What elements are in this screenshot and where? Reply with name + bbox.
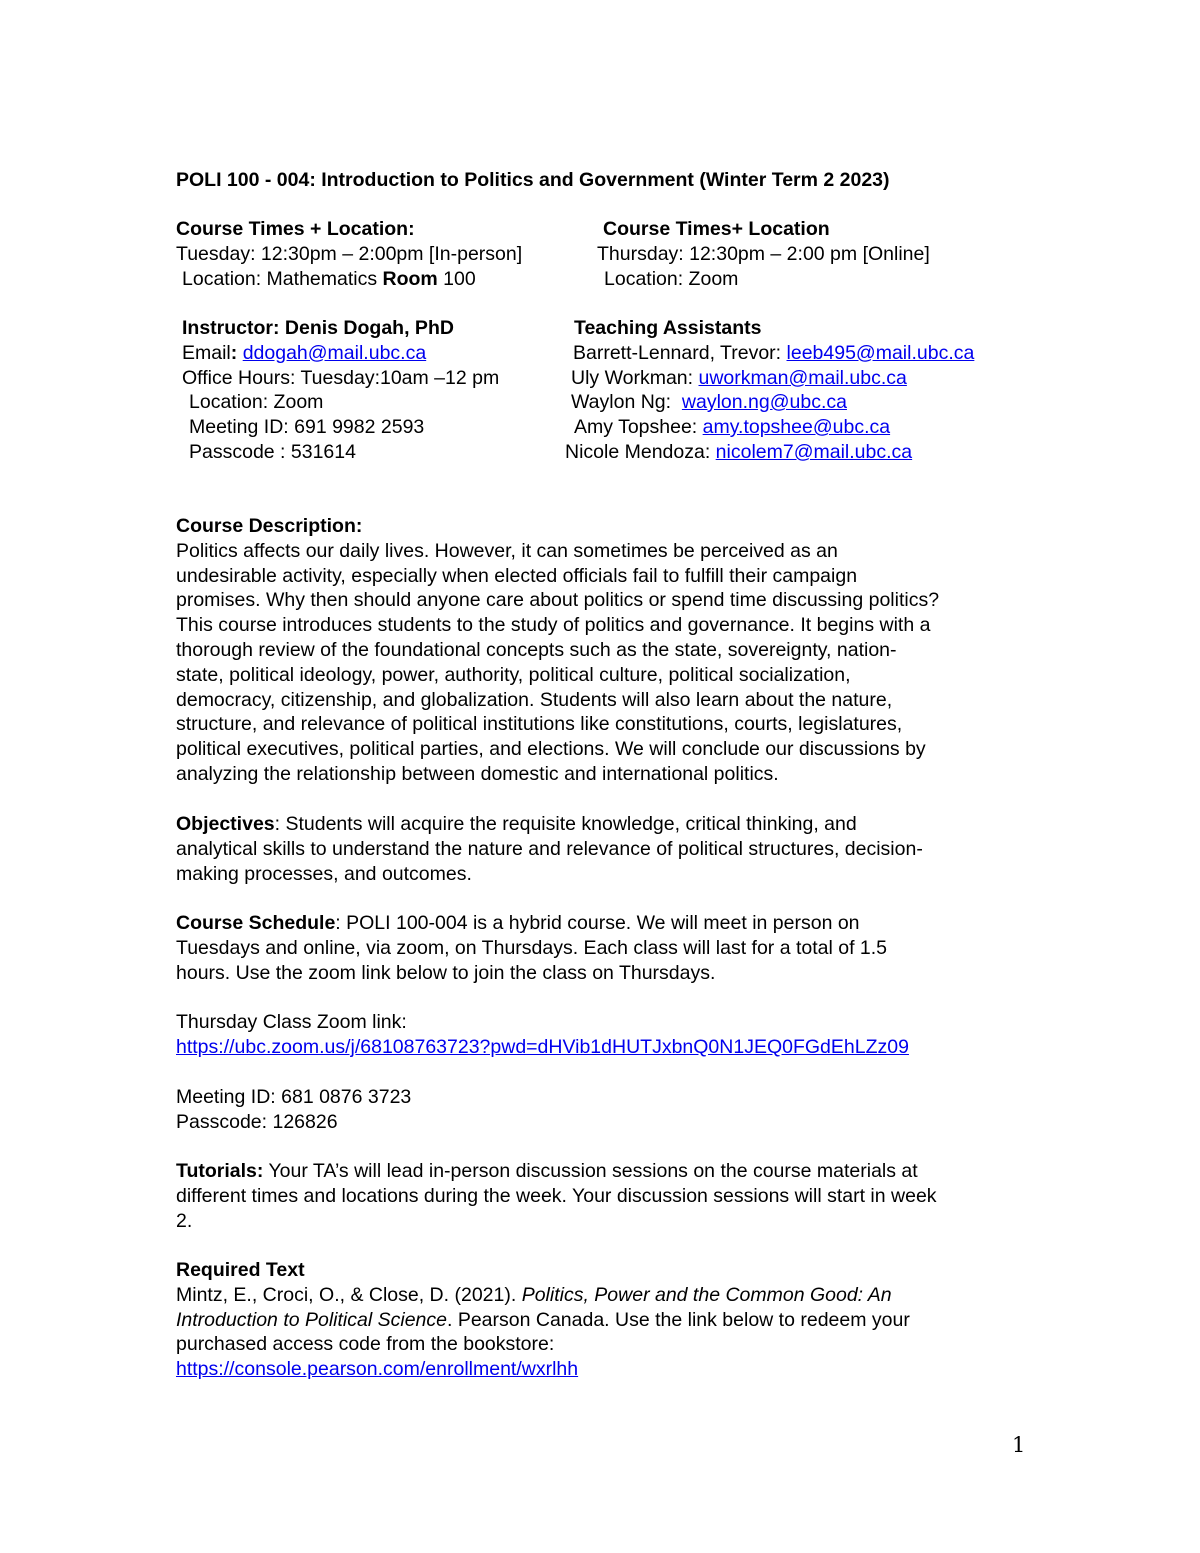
tutorials-label: Tutorials: [176, 1160, 264, 1182]
instructor-heading: Instructor: Denis Dogah, PhD [182, 317, 454, 339]
instructor-block [182, 316, 499, 465]
office-passcode: Passcode : 531614 [189, 440, 356, 463]
page-number: 1 [1012, 1433, 1026, 1457]
ta-item: Nicole Mendoza: nicolem7@mail.ubc.ca [565, 441, 913, 463]
description-heading: Course Description: [176, 515, 363, 537]
thursday-location: Location: Zoom [604, 267, 739, 290]
office-meeting-id: Meeting ID: 691 9982 2593 [189, 416, 425, 439]
times-heading-left: Course Times + Location: [176, 218, 415, 240]
ta-email-link[interactable]: uworkman@mail.ubc.ca [698, 367, 907, 389]
zoom-meeting-id: Meeting ID: 681 0876 3723 [176, 1086, 412, 1108]
ta-heading: Teaching Assistants [574, 317, 762, 339]
tuesday-time: Tuesday: 12:30pm – 2:00pm [In-person] [176, 242, 523, 265]
pearson-link[interactable]: https://console.pearson.com/enrollment/wxrlhh [176, 1358, 579, 1381]
course-title: POLI 100 - 004: Introduction to Politics and Government (Winter Term 2 2023) [176, 169, 890, 191]
description-line: political executives, political parties, and elections. We will conclude our discussions by [176, 738, 926, 761]
zoom-label: Thursday Class Zoom link: [176, 1011, 407, 1033]
description-line: promises. Why then should anyone care about politics or spend time discussing politics? [176, 589, 940, 612]
ta-item: Barrett-Lennard, Trevor: leeb495@mail.ubc.ca [573, 342, 975, 364]
schedule-section: Course Schedule: POLI 100-004 is a hybrid course. We will meet in person on Tuesdays and online, via zoom, on Thursdays. Each class will last for a total of 1.5 hours. Use the zoom link below to join the class on Thursdays. [176, 912, 888, 984]
office-hours: Office Hours: Tuesday:10am –12 pm [182, 366, 500, 389]
schedule-label: Course Schedule [176, 912, 336, 934]
objectives-section: Objectives: Students will acquire the requisite knowledge, critical thinking, and analytical skills to understand the nature and relevance of political structures, decision- making processes, and outcomes. [176, 813, 923, 885]
instructor-email-line: Email: ddogah@mail.ubc.ca [182, 341, 427, 364]
ta-email-link[interactable]: nicolem7@mail.ubc.ca [715, 441, 913, 463]
instructor-email-link[interactable]: ddogah@mail.ubc.ca [242, 341, 427, 364]
description-line: analyzing the relationship between domestic and international politics. [176, 762, 779, 785]
ta-email-link[interactable]: amy.topshee@ubc.ca [702, 416, 891, 438]
objectives-label: Objectives [176, 813, 275, 835]
tutorials-section: Tutorials: Your TA’s will lead in-person discussion sessions on the course materials at different times and locations during the week. Your discussion sessions will start in week 2. [176, 1160, 937, 1232]
ta-email-link[interactable]: leeb495@mail.ubc.ca [786, 342, 975, 364]
description-line: structure, and relevance of political institutions like constitutions, courts, legislatures, [176, 713, 903, 736]
description-line: This course introduces students to the study of politics and governance. It begins with a [176, 614, 931, 637]
description-line: state, political ideology, power, authority, political culture, political socialization, [176, 663, 851, 686]
book-subtitle: Introduction to Political Science [176, 1308, 447, 1331]
required-text-heading: Required Text [176, 1259, 305, 1281]
zoom-section [176, 1010, 1036, 1060]
course-times-tuesday [176, 217, 522, 291]
description-line: Politics affects our daily lives. However, it can sometimes be perceived as an [176, 539, 838, 562]
office-location: Location: Zoom [189, 391, 324, 414]
ta-item: Amy Topshee: amy.topshee@ubc.ca [574, 416, 891, 438]
thursday-time: Thursday: 12:30pm – 2:00 pm [Online] [597, 242, 930, 265]
zoom-credentials [176, 1085, 1036, 1135]
ta-item: Uly Workman: uworkman@mail.ubc.ca [571, 367, 907, 389]
description-line: thorough review of the foundational concepts such as the state, sovereignty, nation- [176, 638, 897, 661]
course-description [176, 514, 1036, 787]
description-line: democracy, citizenship, and globalization. Students will also learn about the nature, [176, 688, 893, 711]
description-line: undesirable activity, especially when elected officials fail to fulfill their campaign [176, 564, 858, 587]
zoom-passcode: Passcode: 126826 [176, 1110, 338, 1133]
zoom-link[interactable]: https://ubc.zoom.us/j/68108763723?pwd=dHVib1dHUTJxbnQ0N1JEQ0FGdEhLZz09 [176, 1035, 909, 1058]
course-times-thursday [597, 217, 930, 291]
ta-item: Waylon Ng: waylon.ng@ubc.ca [571, 391, 847, 413]
required-text-section: Required Text Mintz, E., Croci, O., & Close, D. (2021). Politics, Power and the Common Good: An Introduction to Political Science. Pearson Canada. Use the link below to redeem your purchased access code from the bookstore: https://console.pearson.com/enrollment/wxrlhh [176, 1258, 1036, 1382]
book-title: Politics, Power and the Common Good: An [521, 1283, 892, 1306]
ta-email-link[interactable]: waylon.ng@ubc.ca [681, 391, 847, 413]
times-heading-right: Course Times+ Location [603, 218, 830, 240]
tuesday-location: Location: Mathematics Room 100 [182, 267, 476, 290]
